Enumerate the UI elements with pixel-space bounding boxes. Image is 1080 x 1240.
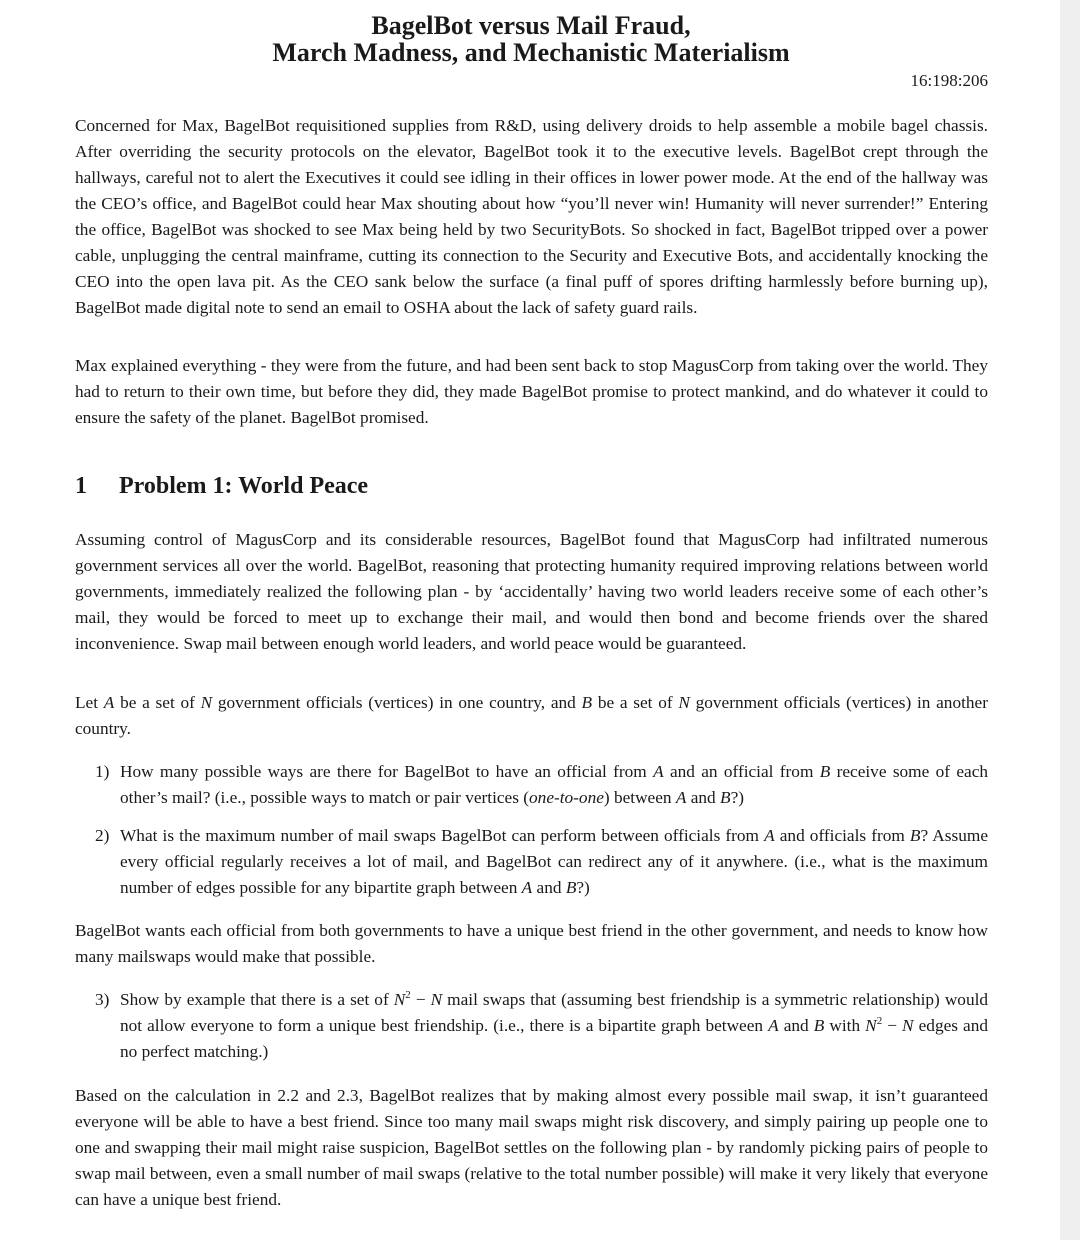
problem-item-1: How many possible ways are there for BagelBot to have an official from A and an official from B receive some of each other’s mail? (i.e., possible ways to match or pair vertices (one-to-one) between A and B?) — [120, 762, 989, 807]
item-number-1: 1) — [95, 762, 110, 781]
math-var: N — [678, 693, 690, 712]
body-paragraph-3: BagelBot wants each official from both governments to have a unique best friend in the other government, and needs to know how many mailswaps would make that possible. — [75, 921, 988, 966]
course-number: 16:198:206 — [910, 71, 988, 90]
item-number-2: 2) — [95, 826, 110, 845]
math-var: N — [200, 693, 213, 712]
section-title: Problem 1: World Peace — [119, 473, 369, 499]
item-number-3: 3) — [95, 990, 110, 1009]
math-var: B — [581, 693, 593, 712]
problem-item-2: What is the maximum number of mail swaps BagelBot can perform between officials from A and officials from B? Assume every official regularly receives a lot of mail, and BagelBot can redirect any of it anywhere. (i.e., what is the maximum number of edges possible for any bipartite graph between A and B?) — [120, 826, 988, 897]
body-paragraph-1: Assuming control of MagusCorp and its considerable resources, BagelBot found that MagusCorp had infiltrated numerous government services all over the world. BagelBot, reasoning that protecting humanity required improving relations between world governments, immediately realized the following plan - by ‘accidentally’ having two world leaders receive some of each other’s mail, they would be forced to meet up to exchange their mail, and would then bond and become friends over the shared inconvenience. Swap mail between enough world leaders, and world peace would be guaranteed. — [75, 530, 988, 653]
section-heading — [75, 470, 368, 502]
viewer-scrollbar-track[interactable] — [1060, 0, 1080, 1240]
document-title-line-1: BagelBot versus Mail Fraud, — [371, 11, 691, 40]
section-number: 1 — [75, 473, 87, 499]
body-paragraph-4: Based on the calculation in 2.2 and 2.3, BagelBot realizes that by making almost every possible mail swap, it isn’t guaranteed everyone will be able to have a best friend. Since too many mail swaps might risk discovery, and simply pairing up people one to one and swapping their mail might raise suspicion, BagelBot settles on the following plan - by randomly picking pairs of people to swap mail between, even a small number of mail swaps (relative to the total number possible) will make it very likely that everyone can have a unique best friend. — [75, 1086, 988, 1209]
document-title-line-2: March Madness, and Mechanistic Materialism — [272, 38, 790, 67]
intro-paragraph-2: Max explained everything - they were from the future, and had been sent back to stop MagusCorp from taking over the world. They had to return to their own time, but before they did, they made BagelBot promise to protect mankind, and do whatever it could to ensure the safety of the planet. BagelBot promised. — [75, 356, 988, 427]
math-var: A — [103, 693, 115, 712]
problem-item-3: Show by example that there is a set of $N^2 - N$ mail swaps that (assuming best friendship is a symmetric relationship) would not allow everyone to form a unique best friendship. (i.e., there is a bipartite graph between A and B with $N^2 - N$ edges and no perfect matching.) — [120, 989, 989, 1061]
intro-paragraph-1: Concerned for Max, BagelBot requisitioned supplies from R&D, using delivery droids to help assemble a mobile bagel chassis. After overriding the security protocols on the elevator, BagelBot took it to the executive levels. BagelBot crept through the hallways, careful not to alert the Executives it could see idling in their offices in lower power mode. At the end of the hallway was the CEO’s office, and BagelBot could hear Max shouting about how “you’ll never win! Humanity will never surrender!” Entering the office, BagelBot was shocked to see Max being held by two SecurityBots. So shocked in fact, BagelBot tripped over a power cable, unplugging the central mainframe, cutting its connection to the Security and Executive Bots, and accidentally knocking the CEO into the open lava pit. As the CEO sank below the surface (a final puff of spores drifting harmlessly before burning up), BagelBot made digital note to send an email to OSHA about the lack of safety guard rails. — [75, 116, 988, 317]
body-paragraph-2: Let A be a set of N government officials (vertices) in one country, and B be a set of N government officials (vertices) in another country. — [75, 693, 988, 738]
